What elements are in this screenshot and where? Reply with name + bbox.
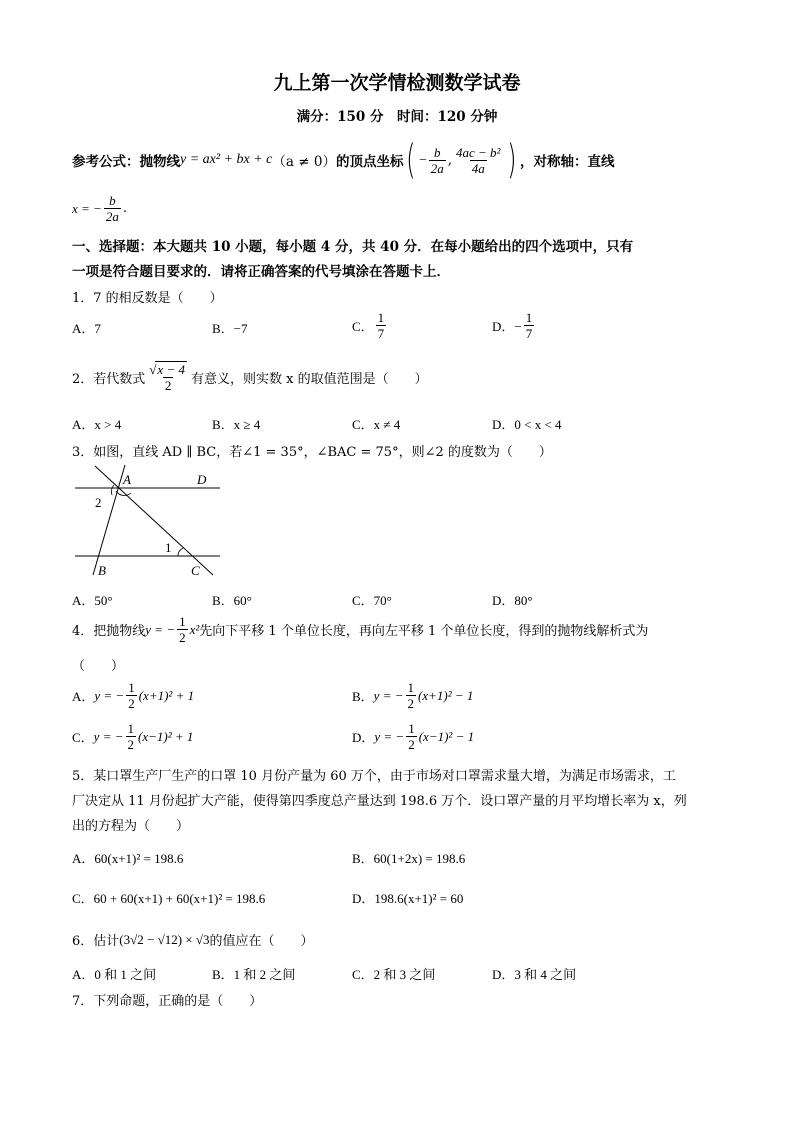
q3-option-d: D．80°	[492, 593, 533, 608]
label-angle-2: 2	[95, 495, 102, 510]
q1-stem: 1．7 的相反数是（ ）	[72, 291, 223, 306]
q5-stem-line2: 厂决定从 11 月份起扩大产能，使得第四季度总产量达到 198.6 万个．设口罩产量的月平均增长率为 x，列	[72, 794, 687, 809]
q3-stem: 3．如图，直线 AD ∥ BC，若∠1 = 35°，∠BAC = 75°，则∠2 的度数为（ ）	[72, 445, 552, 460]
label-a: A	[123, 472, 131, 487]
axis-fraction: $\frac{b}{2a}$	[105, 193, 119, 224]
q1-option-d: D．− $\frac{1}{7}$	[492, 310, 533, 341]
q2-option-a: A．x > 4	[72, 417, 122, 432]
q6-option-a: A．0 和 1 之间	[72, 967, 157, 982]
label-c: C	[191, 563, 200, 578]
q5-option-a: A．60(x+1)² = 198.6	[72, 851, 184, 866]
reference-condition: （a ≠ 0）	[272, 154, 336, 170]
q1-option-b: B．−7	[212, 321, 248, 336]
q4-blank: （ ）	[72, 659, 125, 674]
reference-parabola: y = ax² + bx + c	[180, 152, 273, 167]
q4-option-a: A． y = − $\frac{1}{2}$ (x+1)² + 1	[72, 680, 195, 711]
q4-option-b: B． y = − $\frac{1}{2}$ (x+1)² − 1	[352, 680, 474, 711]
q3-geometry-figure	[70, 463, 230, 581]
section-heading-line1: 一、选择题：本大题共 10 小题，每小题 4 分，共 40 分．在每小题给出的四个选项中，只有	[72, 239, 634, 255]
reference-vertex-label: 的顶点坐标	[335, 154, 404, 170]
q1-option-a: A．7	[72, 321, 101, 336]
exam-subtitle: 满分：150 分 时间：120 分钟	[296, 109, 498, 125]
label-b: B	[98, 563, 106, 578]
q5-stem-line1: 5．某口罩生产厂生产的口罩 10 月份产量为 60 万个，由于市场对口罩需求量大增，为满足市场需求，工	[72, 769, 676, 784]
q2-stem: 2．若代数式 $\frac{√x - 4}{2}$ 有意义，则实数 x 的取值范围是（ ）	[72, 362, 428, 393]
angle-2-arc	[111, 485, 114, 495]
label-angle-1: 1	[165, 540, 172, 555]
left-paren: (	[406, 137, 416, 183]
q6-stem: 6．估计 (3√2 − √12) × √3 的值应在（ ）	[72, 931, 314, 949]
q2-option-b: B．x ≥ 4	[212, 417, 261, 432]
reference-lead: 参考公式：抛物线	[72, 154, 180, 170]
q6-option-d: D．3 和 4 之间	[492, 967, 577, 982]
angle-1-arc	[178, 548, 183, 556]
q6-expression: (3√2 − √12) × √3	[119, 931, 210, 947]
exam-title: 九上第一次学情检测数学试卷	[273, 72, 521, 94]
q2-radical-fraction: $\frac{√x - 4}{2}$	[149, 362, 185, 393]
axis-formula: x = − $\frac{b}{2a}$ .	[72, 193, 127, 224]
q4-stem: 4．把抛物线 y = − $\frac{1}{2}$ x² 先向下平移 1 个单位长度，再向左平移 1 个单位长度，得到的抛物线解析式为	[72, 614, 649, 645]
section-heading-line2: 一项是符合题目要求的．请将正确答案的代号填涂在答题卡上．	[72, 264, 450, 280]
line-ac	[95, 466, 213, 575]
vertex-y-fraction: $\frac{\text{4ac − b²}}{4a}$	[455, 144, 501, 176]
q2-option-c: C．x ≠ 4	[352, 417, 401, 432]
q6-option-c: C．2 和 3 之间	[352, 967, 436, 982]
right-paren: )	[507, 137, 517, 183]
q5-option-c: C．60 + 60(x+1) + 60(x+1)² = 198.6	[72, 891, 266, 906]
reference-formula: 参考公式：抛物线 y = ax² + bx + c （a ≠ 0） 的顶点坐标 ( − $\frac{b}{2a}$ , $\frac{\text{4ac − b²}}{4a}$ ) ，对称轴：直线	[72, 137, 615, 183]
q6-option-b: B．1 和 2 之间	[212, 967, 296, 982]
q2-option-d: D．0 < x < 4	[492, 417, 562, 432]
vertex-x-fraction: $\frac{b}{2a}$	[430, 144, 444, 176]
q5-option-b: B．60(1+2x) = 198.6	[352, 851, 466, 866]
reference-axis-label: ，对称轴：直线	[520, 154, 615, 170]
q4-option-d: D． y = − $\frac{1}{2}$ (x−1)² − 1	[352, 721, 475, 752]
q5-option-d: D．198.6(x+1)² = 60	[352, 891, 464, 906]
q7-stem: 7．下列命题，正确的是（ ）	[72, 994, 263, 1009]
q5-stem-line3: 出的方程为（ ）	[72, 819, 190, 834]
q1-option-c: C． $\frac{1}{7}$	[352, 310, 385, 341]
label-d: D	[197, 472, 207, 487]
q3-option-c: C．70°	[352, 593, 392, 608]
line-ab	[93, 465, 125, 575]
q3-option-b: B．60°	[212, 593, 252, 608]
q4-option-c: C． y = − $\frac{1}{2}$ (x−1)² + 1	[72, 721, 194, 752]
q3-option-a: A．50°	[72, 593, 113, 608]
